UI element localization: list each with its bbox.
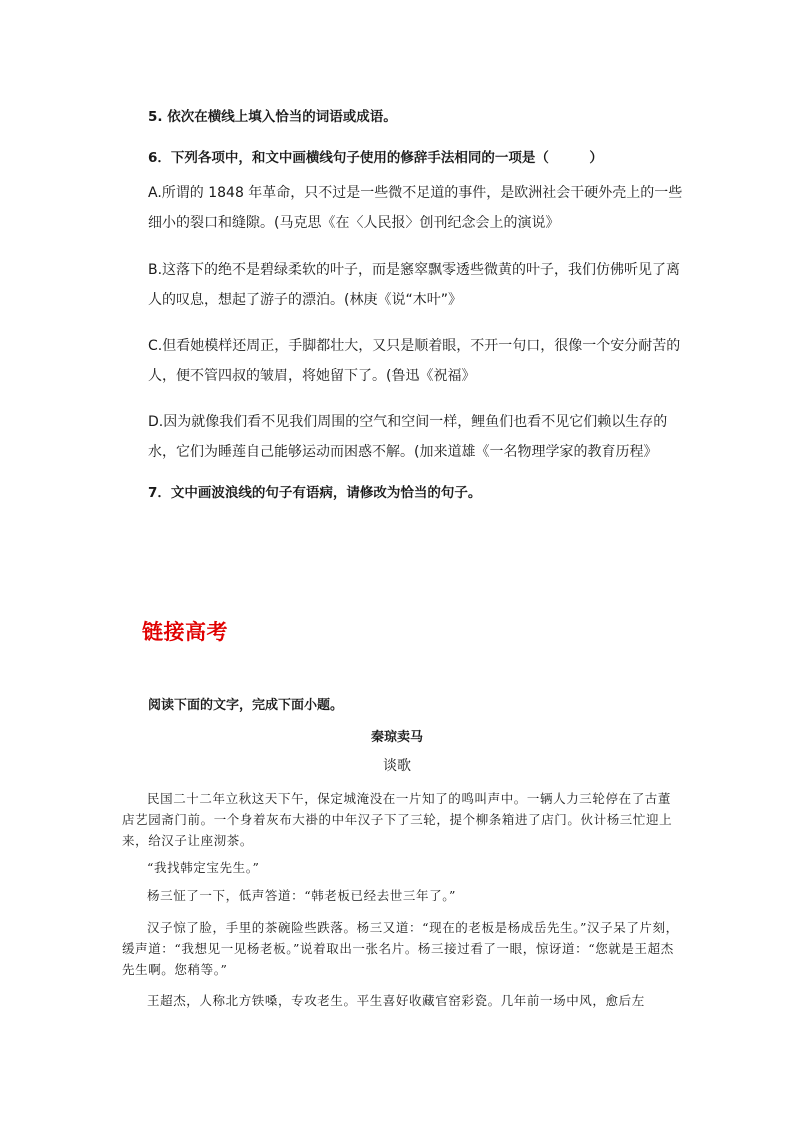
passage-paragraph: “我找韩定宝先生。”	[147, 860, 260, 875]
question-6: 6．下列各项中，和文中画横线句子使用的修辞手法相同的一项是（ ）	[148, 150, 603, 166]
option-c: C.但看她模样还周正，手脚都壮大，又只是顺着眼，不开一句口，很像一个安分耐苦的人，便不管四叔的皱眉，将她留下了。(鲁迅《祝福》	[148, 338, 681, 384]
passage-paragraph: 杨三怔了一下，低声答道：“韩老板已经去世三年了。”	[147, 888, 457, 903]
passage-author: 谈歌	[383, 758, 411, 774]
section-title: 链接高考	[142, 620, 228, 644]
option-d: D.因为就像我们看不见我们周围的空气和空间一样，鲤鱼们也看不见它们赖以生存的水，它们为睡莲自己能够运动而困惑不解。(加来道雄《一名物理学家的教育历程》	[148, 414, 668, 460]
reading-instruction: 阅读下面的文字，完成下面小题。	[148, 698, 344, 713]
option-b: B.这落下的绝不是碧绿柔软的叶子，而是窸窣飘零透些微黄的叶子，我们仿佛听见了离人的叹息，想起了游子的漂泊。(林庚《说“木叶”》	[148, 262, 681, 308]
passage-paragraph: 汉子惊了脸，手里的茶碗险些跌落。杨三又道：“现在的老板是杨成岳先生。”汉子呆了片刻，缓声道：“我想见一见杨老板。”说着取出一张名片。杨三接过看了一眼，惊讶道：“您就是王超杰先生啊。您稍等。”	[122, 920, 679, 977]
passage-title: 秦琼卖马	[370, 730, 423, 745]
passage-paragraph: 王超杰，人称北方铁嗓，专攻老生。平生喜好收藏官窑彩瓷。几年前一场中风，愈后左	[147, 993, 645, 1008]
question-7: 7．文中画波浪线的句子有语病，请修改为恰当的句子。	[148, 485, 482, 501]
option-a: A.所谓的 1848 年革命，只不过是一些微不足道的事件，是欧洲社会干硬外壳上的一些细小的裂口和缝隙。(马克思《在〈人民报〉创刊纪念会上的演说》	[148, 185, 683, 231]
question-5: 5. 依次在横线上填入恰当的词语或成语。	[148, 109, 397, 125]
passage-paragraph: 民国二十二年立秋这天下午，保定城淹没在一片知了的鸣叫声中。一辆人力三轮停在了古董店艺园斋门前。一个身着灰布大褂的中年汉子下了三轮，提个柳条箱进了店门。伙计杨三忙迎上来，给汉子让座沏茶。	[122, 791, 673, 848]
